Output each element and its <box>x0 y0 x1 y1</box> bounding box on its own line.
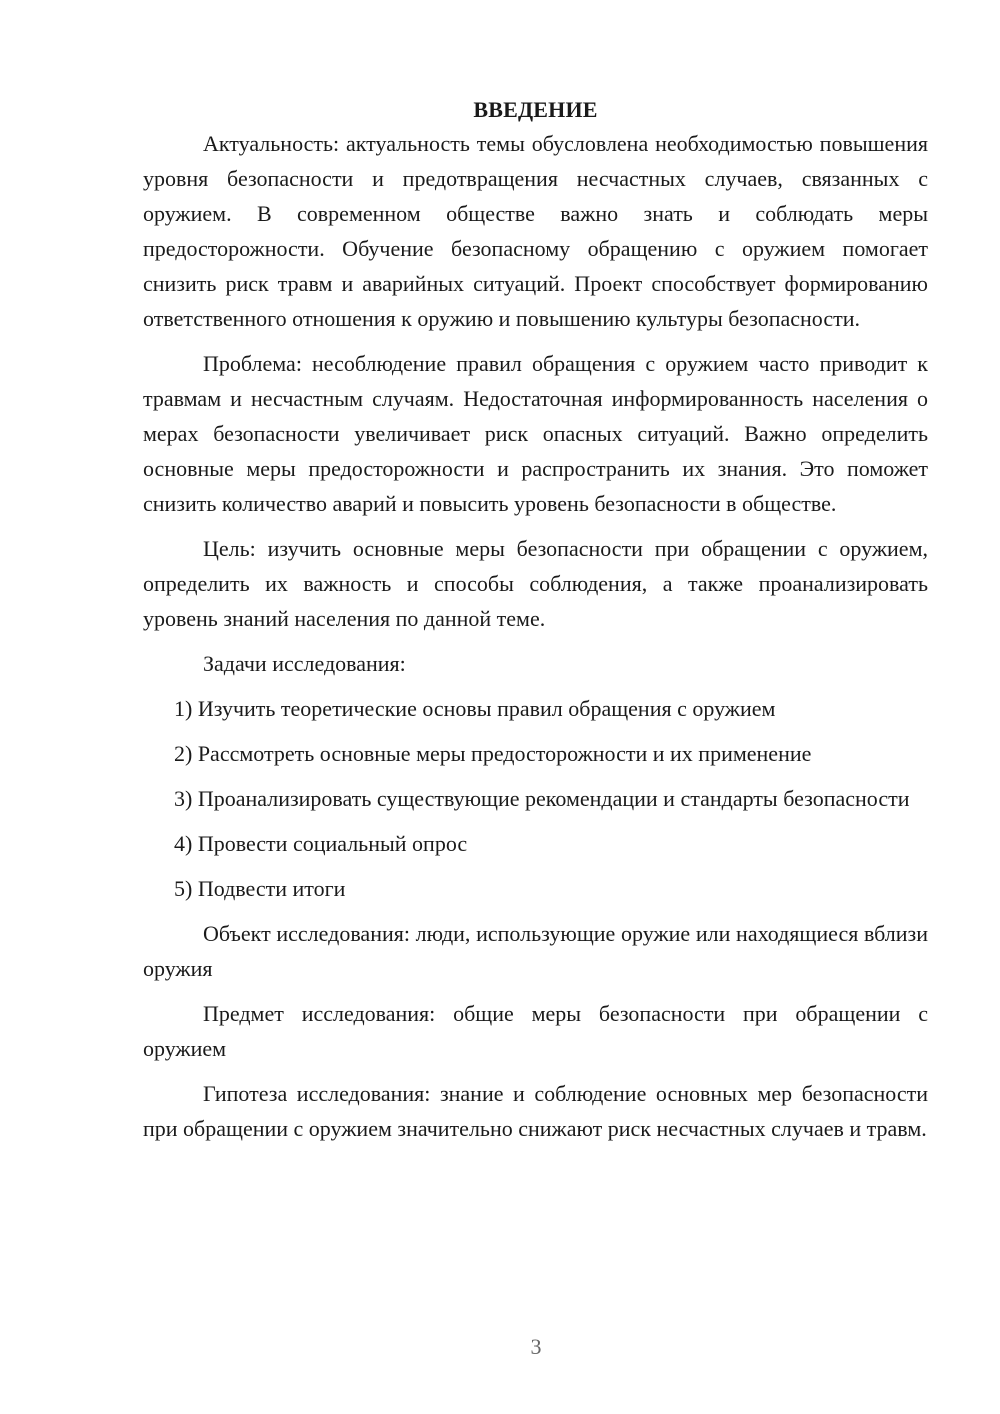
task-item-1: 1) Изучить теоретические основы правил обращения с оружием <box>174 696 776 721</box>
paragraph-relevance: Актуальность: актуальность темы обусловлена необходимостью повышения уровня безопасности и предотвращения несчастных случаев, связанных с оружием. В современном обществе важно знать и соблюдать меры предосторожности. Обучение безопасному обращению с оружием помогает снизить риск травм и аварийных ситуаций. Проект способствует формированию ответственного отношения к оружию и повышению культуры безопасности. <box>143 131 928 331</box>
page-number: 3 <box>530 1334 542 1359</box>
paragraph-hypothesis: Гипотеза исследования: знание и соблюдение основных мер безопасности при обращении с оружием значительно снижают риск несчастных случаев и травм. <box>143 1081 928 1141</box>
task-item-3: 3) Проанализировать существующие рекомендации и стандарты безопасности <box>174 786 910 811</box>
task-item-2: 2) Рассмотреть основные меры предосторожности и их применение <box>174 741 812 766</box>
paragraph-tasks-heading: Задачи исследования: <box>203 651 406 676</box>
paragraph-subject: Предмет исследования: общие меры безопасности при обращении с оружием <box>143 1001 928 1061</box>
task-item-4: 4) Провести социальный опрос <box>174 831 468 856</box>
paragraph-goal: Цель: изучить основные меры безопасности при обращении с оружием, определить их важность и способы соблюдения, а также проанализировать уровень знаний населения по данной теме. <box>143 536 928 631</box>
paragraph-object: Объект исследования: люди, использующие оружие или находящиеся вблизи оружия <box>143 921 928 981</box>
section-title: ВВЕДЕНИЕ <box>473 97 598 122</box>
paragraph-problem: Проблема: несоблюдение правил обращения с оружием часто приводит к травмам и несчастным случаям. Недостаточная информированность населения о мерах безопасности увеличивает риск опасных ситуаций. Важно определить основные меры предосторожности и распространить их знания. Это поможет снизить количество аварий и повысить уровень безопасности в обществе. <box>143 351 928 516</box>
task-item-5: 5) Подвести итоги <box>174 876 346 901</box>
document-page <box>143 92 928 1156</box>
